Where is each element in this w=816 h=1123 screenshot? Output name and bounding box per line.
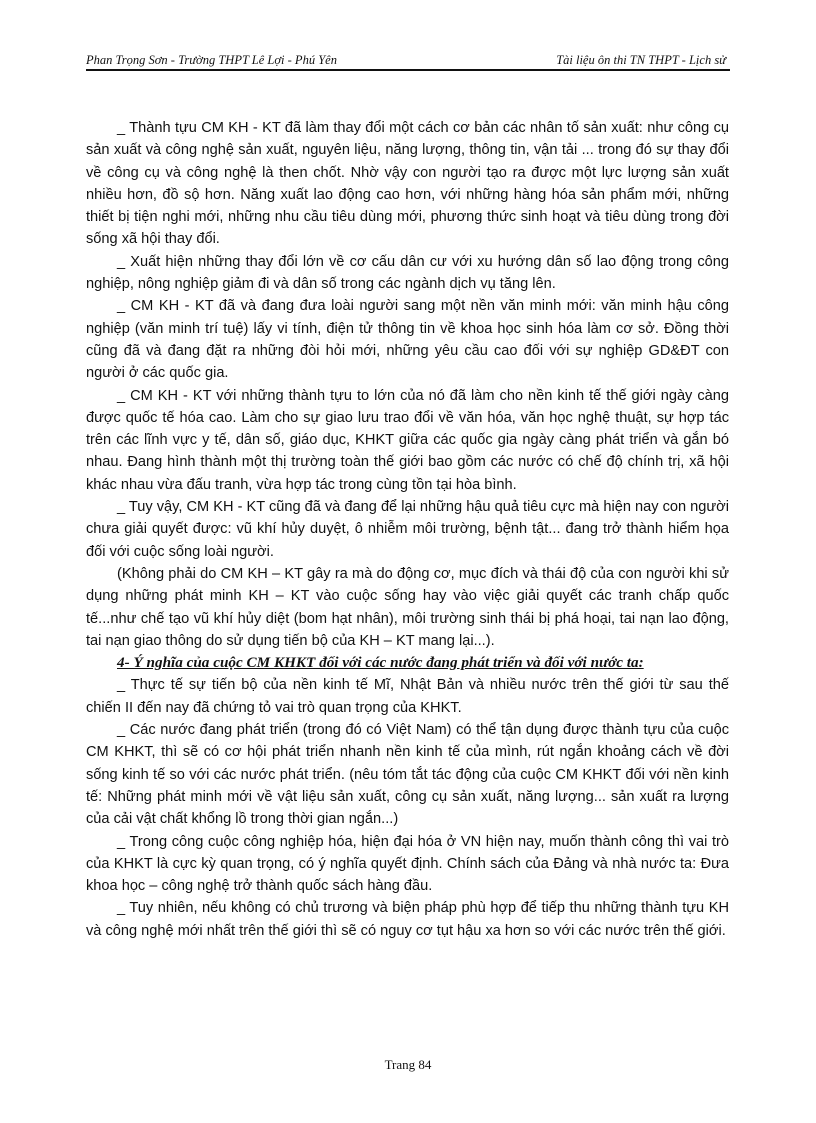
paragraph: _ Trong công cuộc công nghiệp hóa, hiện đại hóa ở VN hiện nay, muốn thành công thì vai trò của KHKT là cực kỳ quan trọng, có ý nghĩa quyết định. Chính sách của Đảng và nhà nước ta: Đưa khoa học – công nghệ trở thành quốc sách hàng đầu. [86, 833, 729, 895]
paragraph: _ CM KH - KT đã và đang đưa loài người sang một nền văn minh mới: văn minh hậu công nghiệp (văn minh trí tuệ) lấy vi tính, điện tử thông tin về khoa học sinh hóa làm cơ sở. Đồng thời cũng đã và đang đặt ra những đòi hỏi mới, những yêu cầu cao đối với sự nghiệp GD&ĐT con người ở các quốc gia. [86, 298, 729, 382]
paragraph: _ Tuy nhiên, nếu không có chủ trương và biện pháp phù hợp để tiếp thu những thành tựu KH và công nghệ mới nhất trên thế giới thì sẽ có nguy cơ tụt hậu xa hơn so với các nước trên thế giới. [86, 900, 729, 939]
paragraph: _ CM KH - KT với những thành tựu to lớn của nó đã làm cho nền kinh tế thế giới ngày càng được quốc tế hóa cao. Làm cho sự giao lưu trao đổi về văn hóa, văn học nghệ thuật, sự hợp tác trên các lĩnh vực y tế, dân số, giáo dục, KHKT giữa các quốc gia ngày càng phát triển và gắn bó nhau. Đang hình thành một thị trường toàn thế giới bao gồm các nước có chế độ chính trị, xã hội khác nhau vừa đấu tranh, vừa hợp tác trong cùng tồn tại hòa bình. [86, 387, 729, 493]
section-heading: 4- Ý nghĩa của cuộc CM KHKT đối với các nước đang phát triển và đối với nước ta: [117, 654, 644, 672]
paragraph: _ Tuy vậy, CM KH - KT cũng đã và đang để lại những hậu quả tiêu cực mà hiện nay con người chưa giải quyết được: vũ khí hủy duyệt, ô nhiễm môi trường, bệnh tật... đang trở thành hiểm họa đối với cuộc sống loài người. [86, 499, 729, 560]
header-author: Phan Trọng Sơn - Trường THPT Lê Lợi - Phú Yên [86, 53, 337, 67]
header-document-title: Tài liệu ôn thi TN THPT - Lịch sử [556, 53, 726, 67]
page-number: Trang 84 [384, 1057, 432, 1072]
document-body [86, 117, 729, 942]
paragraph: _ Các nước đang phát triển (trong đó có Việt Nam) có thể tận dụng được thành tựu của cuộc CM KHKT, thì sẽ có cơ hội phát triển nhanh nền kinh tế của mình, rút ngắn khoảng cách về đời sống kinh tế so với các nước phát triển. (nêu tóm tắt tác động của cuộc CM KHKT đối với nền kinh tế: Những phát minh mới về vật liệu sản xuất, công cụ sản xuất, năng lượng... sản xuất ra lượng của cải vật chất khổng lồ trong thời gian ngắn...) [86, 722, 729, 828]
paragraph: _ Thực tế sự tiến bộ của nền kinh tế Mĩ, Nhật Bản và nhiều nước trên thế giới từ sau thế chiến II đến nay đã chứng tỏ vai trò quan trọng của KHKT. [86, 677, 729, 716]
header-divider [86, 69, 730, 71]
paragraph: _ Xuất hiện những thay đổi lớn về cơ cấu dân cư với xu hướng dân số lao động trong công nghiệp, nông nghiệp giảm đi và dân số trong các ngành dịch vụ tăng lên. [86, 253, 729, 293]
paragraph: _ Thành tựu CM KH - KT đã làm thay đổi một cách cơ bản các nhân tố sản xuất: như công cụ sản xuất và công nghệ sản xuất, nguyên liệu, năng lượng, thông tin, vận tải ... trong đó sự thay đổi về công cụ và công nghệ là then chốt. Nhờ vậy con người tạo ra được một lực lượng sản xuất nhiều hơn, đồ sộ hơn. Năng xuất lao động cao hơn, với những hàng hóa sản phẩm mới, những thiết bị tiện nghi mới, những nhu cầu tiêu dùng mới, phương thức sinh hoạt và tiêu dùng trong đời sống xã hội thay đổi. [86, 120, 729, 248]
paragraph: (Không phải do CM KH – KT gây ra mà do động cơ, mục đích và thái độ của con người khi sử dụng những phát minh KH – KT vào cuộc sống hay vào việc giải quyết các tranh chấp quốc tế...như chế tạo vũ khí hủy diệt (bom hạt nhân), môi trường sinh thái bị phá hoại, tai nạn lao động, tai nạn giao thông do sử dụng tiến bộ của KH – KT mang lại...). [86, 565, 729, 649]
